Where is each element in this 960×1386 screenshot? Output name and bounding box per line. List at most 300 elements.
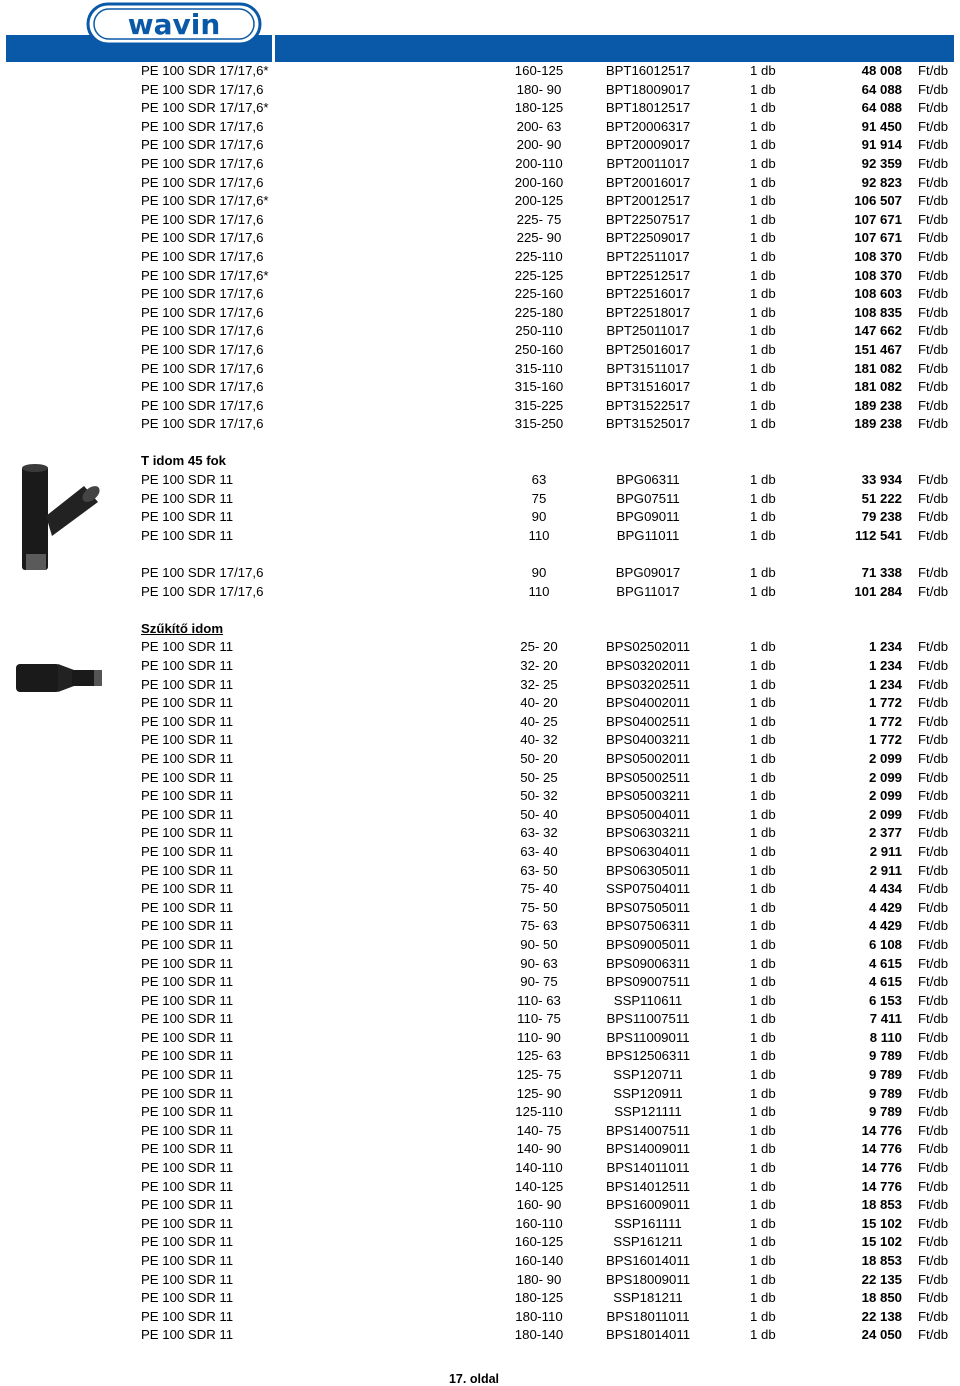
product-code-cell: BPT20011017	[606, 155, 690, 171]
unit-cell: Ft/db	[918, 825, 949, 841]
product-name-cell: PE 100 SDR 17/17,6	[141, 137, 264, 153]
unit-cell: Ft/db	[918, 788, 949, 804]
size-cell: 160- 90	[516, 1197, 562, 1213]
product-code-cell: BPS05004011	[605, 806, 691, 822]
product-name-cell: PE 100 SDR 11	[141, 1122, 234, 1138]
size-cell: 225-160	[514, 286, 564, 302]
table-row	[0, 285, 960, 304]
quantity-cell: 1 db	[750, 1085, 776, 1101]
product-name-cell: PE 100 SDR 17/17,6	[141, 565, 264, 581]
quantity-cell: 1 db	[750, 1290, 776, 1306]
size-cell: 50- 40	[520, 806, 558, 822]
quantity-cell: 1 db	[750, 100, 776, 116]
size-cell: 140-110	[515, 1160, 563, 1176]
product-code-cell: BPT25011017	[606, 323, 690, 339]
quantity-cell: 1 db	[750, 211, 776, 227]
quantity-cell: 1 db	[750, 1234, 776, 1250]
product-code-cell: BPT31522517	[605, 397, 691, 413]
table-row	[0, 1233, 960, 1252]
price-cell: 9 789	[868, 1104, 902, 1120]
product-code-cell: BPS07505011	[605, 899, 691, 915]
product-code-cell: SSP121111	[614, 1104, 682, 1120]
price-cell: 91 914	[861, 137, 902, 153]
unit-cell: Ft/db	[918, 1141, 949, 1157]
product-code-cell: BPG11017	[616, 583, 680, 599]
size-cell: 32- 25	[520, 676, 558, 692]
table-row	[0, 1289, 960, 1308]
table-row	[0, 1159, 960, 1178]
quantity-cell: 1 db	[750, 676, 776, 692]
unit-cell: Ft/db	[918, 881, 949, 897]
quantity-cell: 1 db	[750, 490, 776, 506]
quantity-cell: 1 db	[750, 936, 776, 952]
product-name-cell: PE 100 SDR 11	[141, 992, 234, 1008]
size-cell: 110- 75	[517, 1011, 561, 1027]
table-row	[0, 211, 960, 230]
price-cell: 7 411	[869, 1011, 902, 1027]
quantity-cell: 1 db	[750, 658, 776, 673]
table-row	[0, 694, 960, 713]
quantity-cell: 1 db	[750, 509, 776, 525]
size-cell: 90	[531, 509, 547, 525]
price-cell: 6 108	[868, 936, 902, 952]
unit-cell: Ft/db	[918, 100, 949, 116]
price-cell: 24 050	[861, 1327, 902, 1343]
product-name-cell: PE 100 SDR 11	[141, 1085, 234, 1101]
product-name-cell: PE 100 SDR 11	[141, 472, 234, 488]
product-name-cell: PE 100 SDR 17/17,6	[141, 379, 264, 395]
unit-cell: Ft/db	[918, 1160, 949, 1176]
product-code-cell: BPS11009011	[606, 1029, 690, 1045]
product-code-cell: BPG11011	[616, 527, 680, 543]
quantity-cell: 1 db	[750, 1327, 776, 1343]
table-row	[0, 155, 960, 174]
product-code-cell: BPG07511	[616, 490, 680, 506]
quantity-cell: 1 db	[750, 267, 776, 283]
unit-cell: Ft/db	[918, 323, 949, 339]
price-cell: 64 088	[861, 81, 902, 97]
price-cell: 9 789	[868, 1085, 902, 1101]
price-cell: 8 110	[869, 1029, 902, 1045]
unit-cell: Ft/db	[918, 211, 949, 227]
product-name-cell: PE 100 SDR 11	[141, 1290, 234, 1306]
size-cell: 63- 40	[520, 843, 558, 859]
price-cell: 14 776	[861, 1122, 902, 1138]
price-cell: 71 338	[861, 565, 902, 581]
unit-cell: Ft/db	[918, 583, 949, 599]
table-row	[0, 824, 960, 843]
price-cell: 189 238	[854, 397, 902, 413]
price-cell: 48 008	[861, 63, 902, 78]
unit-cell: Ft/db	[918, 1048, 949, 1064]
price-cell: 4 615	[868, 955, 902, 971]
unit-cell: Ft/db	[918, 118, 949, 134]
quantity-cell: 1 db	[750, 1011, 776, 1027]
quantity-cell: 1 db	[750, 416, 776, 432]
product-code-cell: BPT22509017	[605, 230, 691, 246]
table-row	[0, 81, 960, 100]
product-code-cell: BPS06304011	[605, 843, 691, 859]
table-row	[0, 360, 960, 379]
product-code-cell: BPG09011	[616, 509, 680, 525]
unit-cell: Ft/db	[918, 1271, 949, 1287]
product-name-cell: PE 100 SDR 11	[141, 1308, 234, 1324]
table-row	[0, 1196, 960, 1215]
product-name-cell: PE 100 SDR 11	[141, 1327, 234, 1343]
product-name-cell: PE 100 SDR 17/17,6	[141, 341, 264, 357]
product-name-cell: PE 100 SDR 11	[141, 1029, 234, 1045]
table-row	[0, 341, 960, 360]
size-cell: 63	[531, 472, 547, 488]
price-cell: 4 429	[868, 918, 902, 934]
price-cell: 1 772	[868, 713, 902, 729]
table-row	[0, 490, 960, 509]
size-cell: 40- 20	[520, 695, 558, 711]
size-cell: 200- 63	[516, 118, 562, 134]
size-cell: 160-125	[514, 1234, 564, 1250]
unit-cell: Ft/db	[918, 565, 949, 581]
size-cell: 75- 63	[520, 918, 558, 934]
unit-cell: Ft/db	[918, 341, 949, 357]
size-cell: 90- 50	[520, 936, 558, 952]
unit-cell: Ft/db	[918, 379, 949, 395]
price-cell: 9 789	[868, 1048, 902, 1064]
product-name-cell: PE 100 SDR 11	[141, 732, 234, 748]
product-code-cell: BPS04002511	[605, 713, 691, 729]
product-name-cell: PE 100 SDR 11	[141, 1048, 234, 1064]
table-row	[0, 304, 960, 323]
product-name-cell: PE 100 SDR 17/17,6	[141, 155, 264, 171]
table-row	[0, 471, 960, 490]
table-row	[0, 1010, 960, 1029]
table-row	[0, 806, 960, 825]
size-cell: 180- 90	[516, 1271, 562, 1287]
quantity-cell: 1 db	[750, 732, 776, 748]
table-row	[0, 1029, 960, 1048]
size-cell: 180-125	[514, 100, 564, 116]
size-cell: 180-125	[514, 1290, 564, 1306]
quantity-cell: 1 db	[750, 1197, 776, 1213]
quantity-cell: 1 db	[750, 992, 776, 1008]
table-row	[0, 1047, 960, 1066]
product-code-cell: BPS18009011	[605, 1271, 691, 1287]
size-cell: 250-160	[514, 341, 564, 357]
product-code-cell: BPS14011011	[606, 1160, 690, 1176]
size-cell: 25- 20	[520, 639, 558, 655]
unit-cell: Ft/db	[918, 1308, 949, 1324]
unit-cell: Ft/db	[918, 992, 949, 1008]
product-code-cell: BPS09006311	[605, 955, 691, 971]
price-cell: 4 615	[868, 974, 902, 990]
price-cell: 92 359	[861, 155, 902, 171]
product-name-cell: PE 100 SDR 17/17,6	[141, 230, 264, 246]
price-cell: 107 671	[854, 211, 902, 227]
unit-cell: Ft/db	[918, 955, 949, 971]
size-cell: 315-250	[514, 416, 564, 432]
price-cell: 79 238	[861, 509, 902, 525]
size-cell: 50- 25	[520, 769, 558, 785]
quantity-cell: 1 db	[750, 825, 776, 841]
product-name-cell: PE 100 SDR 17/17,6	[141, 304, 264, 320]
table-row	[0, 564, 960, 583]
price-cell: 1 772	[868, 695, 902, 711]
header-divider	[272, 35, 275, 62]
quantity-cell: 1 db	[750, 137, 776, 153]
quantity-cell: 1 db	[750, 323, 776, 339]
size-cell: 90- 63	[520, 955, 558, 971]
product-code-cell: BPS04003211	[605, 732, 691, 748]
price-cell: 18 850	[861, 1290, 902, 1306]
table-row	[0, 731, 960, 750]
product-code-cell: BPT22518017	[605, 304, 691, 320]
price-cell: 108 370	[854, 248, 902, 264]
size-cell: 315-110	[515, 360, 563, 376]
section-spacer	[0, 601, 960, 620]
unit-cell: Ft/db	[918, 862, 949, 878]
price-cell: 14 776	[861, 1160, 902, 1176]
size-cell: 50- 32	[520, 788, 558, 804]
product-name-cell: PE 100 SDR 11	[141, 1011, 234, 1027]
size-cell: 225-110	[515, 248, 563, 264]
table-row	[0, 1140, 960, 1159]
table-row	[0, 676, 960, 695]
product-name-cell: PE 100 SDR 17/17,6	[141, 118, 264, 134]
product-code-cell: BPS11007511	[606, 1011, 690, 1027]
price-cell: 51 222	[861, 490, 902, 506]
product-code-cell: BPT18009017	[605, 81, 691, 97]
product-name-cell: PE 100 SDR 11	[141, 1067, 234, 1083]
size-cell: 315-160	[514, 379, 564, 395]
quantity-cell: 1 db	[750, 713, 776, 729]
table-row	[0, 638, 960, 657]
unit-cell: Ft/db	[918, 304, 949, 320]
price-cell: 15 102	[861, 1215, 902, 1231]
quantity-cell: 1 db	[750, 899, 776, 915]
quantity-cell: 1 db	[750, 955, 776, 971]
table-row	[0, 174, 960, 193]
quantity-cell: 1 db	[750, 248, 776, 264]
price-cell: 2 099	[868, 769, 902, 785]
quantity-cell: 1 db	[750, 341, 776, 357]
product-code-cell: BPT18012517	[605, 100, 691, 116]
unit-cell: Ft/db	[918, 1197, 949, 1213]
page-number: 17. oldal	[448, 1372, 500, 1386]
price-cell: 181 082	[854, 379, 902, 395]
table-row	[0, 118, 960, 137]
table-row	[0, 99, 960, 118]
price-cell: 1 234	[868, 639, 902, 655]
price-cell: 22 138	[861, 1308, 902, 1324]
unit-cell: Ft/db	[918, 1234, 949, 1250]
product-name-cell: PE 100 SDR 17/17,6	[141, 416, 264, 432]
price-cell: 4 429	[868, 899, 902, 915]
unit-cell: Ft/db	[918, 155, 949, 171]
price-cell: 101 284	[854, 583, 902, 599]
price-cell: 2 911	[869, 862, 902, 878]
unit-cell: Ft/db	[918, 918, 949, 934]
quantity-cell: 1 db	[750, 81, 776, 97]
price-cell: 2 099	[868, 788, 902, 804]
product-name-cell: PE 100 SDR 17/17,6*	[141, 267, 269, 283]
product-name-cell: PE 100 SDR 11	[141, 527, 234, 543]
size-cell: 160-110	[515, 1215, 563, 1231]
unit-cell: Ft/db	[918, 137, 949, 153]
price-cell: 1 772	[868, 732, 902, 748]
product-code-cell: BPS16014011	[605, 1253, 691, 1268]
size-cell: 125- 75	[516, 1067, 562, 1083]
product-code-cell: SSP120911	[613, 1085, 683, 1101]
unit-cell: Ft/db	[918, 63, 949, 78]
product-name-cell: PE 100 SDR 11	[141, 658, 234, 673]
size-cell: 140- 75	[516, 1122, 562, 1138]
quantity-cell: 1 db	[750, 397, 776, 413]
size-cell: 125-110	[515, 1104, 563, 1120]
unit-cell: Ft/db	[918, 713, 949, 729]
unit-cell: Ft/db	[918, 750, 949, 766]
size-cell: 180-110	[515, 1308, 563, 1324]
size-cell: 63- 50	[520, 862, 558, 878]
table-row	[0, 843, 960, 862]
table-row	[0, 1308, 960, 1327]
product-name-cell: PE 100 SDR 17/17,6	[141, 174, 264, 190]
product-code-cell: BPS16009011	[605, 1197, 691, 1213]
price-cell: 4 434	[868, 881, 902, 897]
price-cell: 1 234	[868, 676, 902, 692]
product-code-cell: BPT20006317	[605, 118, 691, 134]
table-row	[0, 1085, 960, 1104]
quantity-cell: 1 db	[750, 750, 776, 766]
unit-cell: Ft/db	[918, 843, 949, 859]
product-code-cell: BPS05003211	[605, 788, 691, 804]
size-cell: 110	[528, 583, 550, 599]
quantity-cell: 1 db	[750, 1160, 776, 1176]
product-name-cell: PE 100 SDR 17/17,6	[141, 81, 264, 97]
product-name-cell: PE 100 SDR 11	[141, 750, 234, 766]
price-cell: 1 234	[868, 658, 902, 673]
table-row	[0, 508, 960, 527]
unit-cell: Ft/db	[918, 416, 949, 432]
price-cell: 64 088	[861, 100, 902, 116]
unit-cell: Ft/db	[918, 174, 949, 190]
size-cell: 32- 20	[520, 658, 558, 673]
size-cell: 110- 90	[517, 1029, 561, 1045]
size-cell: 160-125	[514, 63, 564, 78]
size-cell: 180-140	[514, 1327, 564, 1343]
quantity-cell: 1 db	[750, 118, 776, 134]
logo-text: wavin	[127, 8, 221, 41]
unit-cell: Ft/db	[918, 230, 949, 246]
quantity-cell: 1 db	[750, 1104, 776, 1120]
quantity-cell: 1 db	[750, 304, 776, 320]
price-cell: 106 507	[854, 193, 902, 209]
size-cell: 200-125	[514, 193, 564, 209]
unit-cell: Ft/db	[918, 676, 949, 692]
size-cell: 200- 90	[516, 137, 562, 153]
product-name-cell: PE 100 SDR 11	[141, 1253, 234, 1268]
product-code-cell: BPS05002511	[605, 769, 691, 785]
unit-cell: Ft/db	[918, 1215, 949, 1231]
section-title-text: T idom 45 fok	[141, 453, 226, 469]
unit-cell: Ft/db	[918, 1327, 949, 1343]
product-code-cell: BPS09007511	[605, 974, 691, 990]
size-cell: 75- 50	[520, 899, 558, 915]
product-code-cell: BPS14009011	[605, 1141, 691, 1157]
table-row	[0, 267, 960, 286]
table-row	[0, 415, 960, 434]
unit-cell: Ft/db	[918, 1253, 949, 1268]
size-cell: 200-160	[514, 174, 564, 190]
product-code-cell: BPG06311	[616, 472, 680, 488]
size-cell: 110	[528, 527, 550, 543]
product-name-cell: PE 100 SDR 11	[141, 676, 234, 692]
product-name-cell: PE 100 SDR 11	[141, 695, 234, 711]
size-cell: 110- 63	[517, 992, 561, 1008]
table-row	[0, 397, 960, 416]
price-cell: 9 789	[868, 1067, 902, 1083]
table-row	[0, 992, 960, 1011]
section-title	[0, 452, 960, 471]
table-row	[0, 973, 960, 992]
unit-cell: Ft/db	[918, 806, 949, 822]
unit-cell: Ft/db	[918, 1011, 949, 1027]
quantity-cell: 1 db	[750, 806, 776, 822]
quantity-cell: 1 db	[750, 193, 776, 209]
product-name-cell: PE 100 SDR 11	[141, 490, 234, 506]
table-row	[0, 378, 960, 397]
quantity-cell: 1 db	[750, 1122, 776, 1138]
section-spacer	[0, 434, 960, 453]
quantity-cell: 1 db	[750, 583, 776, 599]
product-code-cell: BPS03202011	[605, 658, 691, 673]
product-code-cell: BPT31525017	[605, 416, 691, 432]
unit-cell: Ft/db	[918, 1122, 949, 1138]
product-code-cell: BPT22511017	[606, 248, 690, 264]
product-name-cell: PE 100 SDR 17/17,6*	[141, 193, 269, 209]
product-name-cell: PE 100 SDR 17/17,6*	[141, 63, 269, 78]
quantity-cell: 1 db	[750, 843, 776, 859]
price-cell: 2 099	[868, 806, 902, 822]
table-row	[0, 750, 960, 769]
product-name-cell: PE 100 SDR 11	[141, 1271, 234, 1287]
product-name-cell: PE 100 SDR 17/17,6	[141, 248, 264, 264]
product-name-cell: PE 100 SDR 17/17,6	[141, 323, 264, 339]
product-name-cell: PE 100 SDR 11	[141, 825, 234, 841]
size-cell: 225- 90	[516, 230, 562, 246]
product-name-cell: PE 100 SDR 11	[141, 1197, 234, 1213]
unit-cell: Ft/db	[918, 1178, 949, 1194]
size-cell: 125- 90	[516, 1085, 562, 1101]
product-name-cell: PE 100 SDR 11	[141, 936, 234, 952]
product-name-cell: PE 100 SDR 17/17,6	[141, 583, 264, 599]
section-spacer	[0, 545, 960, 564]
table-row	[0, 136, 960, 155]
product-name-cell: PE 100 SDR 11	[141, 899, 234, 915]
unit-cell: Ft/db	[918, 509, 949, 525]
price-cell: 15 102	[861, 1234, 902, 1250]
price-cell: 147 662	[854, 323, 902, 339]
product-name-cell: PE 100 SDR 17/17,6	[141, 360, 264, 376]
product-code-cell: BPT31516017	[605, 379, 691, 395]
unit-cell: Ft/db	[918, 360, 949, 376]
table-row	[0, 936, 960, 955]
product-code-cell: BPT22512517	[605, 267, 691, 283]
product-code-cell: BPS07506311	[605, 918, 691, 934]
table-row	[0, 229, 960, 248]
product-name-cell: PE 100 SDR 11	[141, 862, 234, 878]
product-code-cell: BPS18011011	[606, 1308, 690, 1324]
size-cell: 225- 75	[516, 211, 562, 227]
size-cell: 160-140	[514, 1253, 564, 1268]
